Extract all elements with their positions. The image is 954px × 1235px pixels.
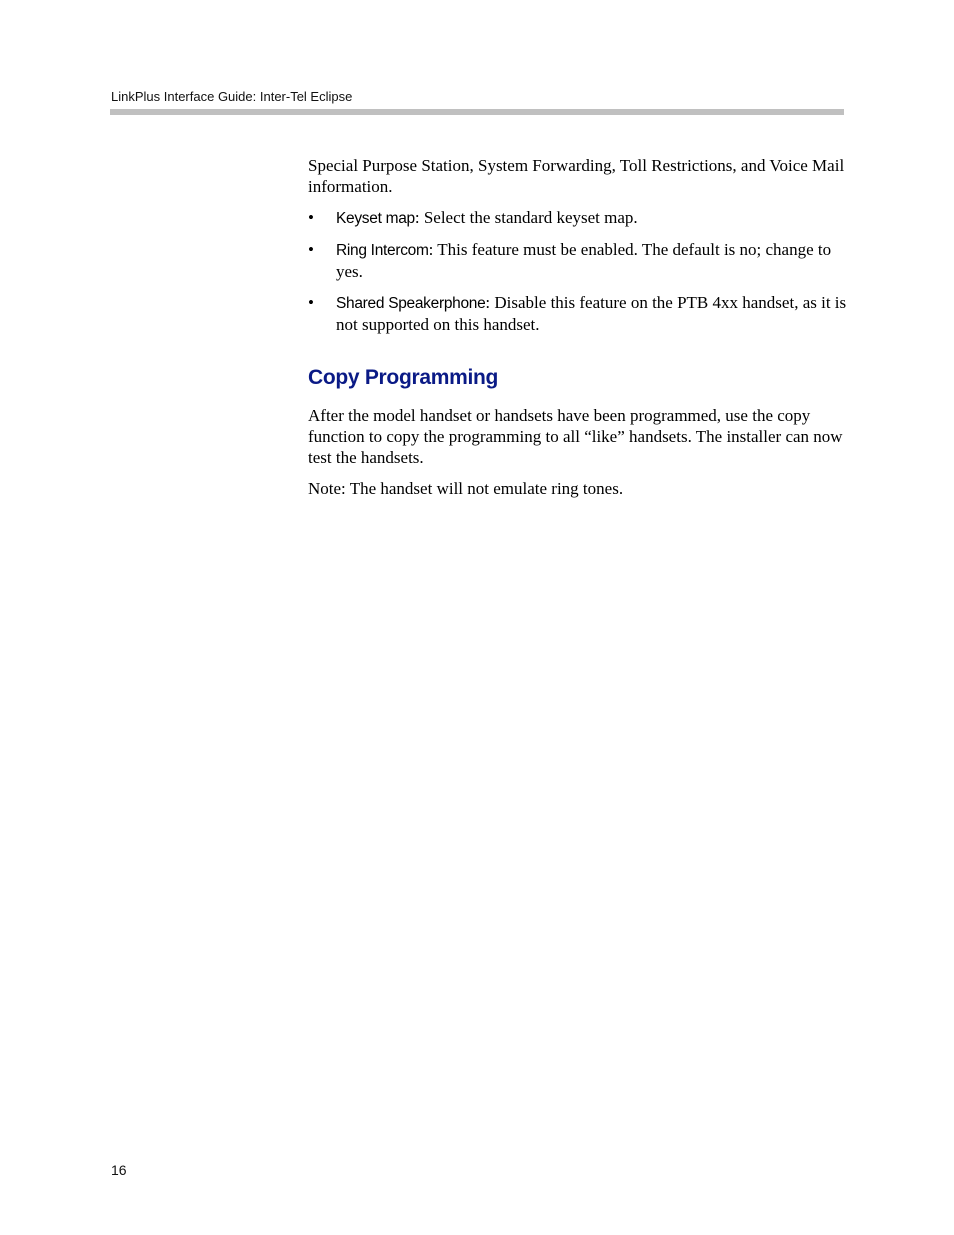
running-header: LinkPlus Interface Guide: Inter-Tel Eclipse — [111, 89, 353, 104]
section-heading: Copy Programming — [308, 366, 499, 389]
list-item-term: Shared Speakerphone — [336, 295, 486, 312]
list-item-term: Ring Intercom — [336, 242, 429, 259]
page-content — [308, 155, 848, 509]
note-paragraph: Note: The handset will not emulate ring tones. — [308, 479, 624, 498]
list-item-text: : Disable this feature on the PTB 4xx handset, as it is not supported on this handset. — [336, 293, 847, 334]
page-number: 16 — [111, 1162, 127, 1178]
feature-list — [308, 207, 848, 335]
section-paragraph: After the model handset or handsets have been programmed, use the copy function to copy the programming to all “like” handsets. The installer can now test the handsets. — [308, 406, 843, 467]
bullet-icon: • — [308, 208, 314, 227]
list-item-term: Keyset map — [336, 210, 415, 227]
intro-paragraph: Special Purpose Station, System Forwarding, Toll Restrictions, and Voice Mail information. — [308, 156, 845, 196]
list-item-text: : Select the standard keyset map. — [414, 208, 638, 227]
bullet-icon: • — [308, 240, 314, 259]
bullet-icon: • — [308, 293, 314, 312]
header-rule — [110, 109, 844, 115]
list-item-text: : This feature must be enabled. The default is no; change to yes. — [336, 240, 832, 281]
list-item — [308, 239, 848, 282]
list-item — [308, 292, 848, 335]
list-item — [308, 207, 848, 229]
